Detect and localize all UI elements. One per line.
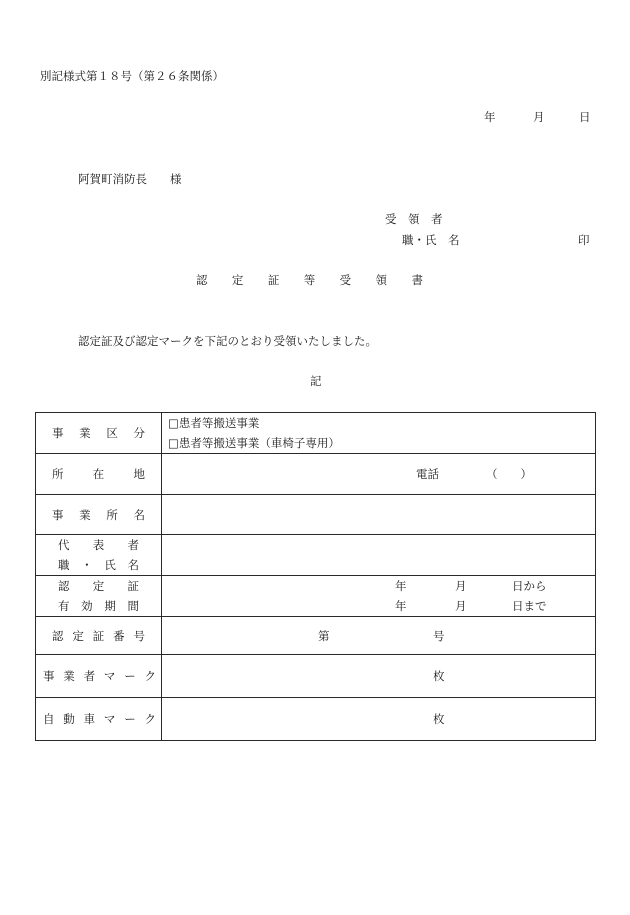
table-row-certificate-number: [36, 616, 595, 654]
business-mark-unit: 枚: [433, 669, 445, 683]
table-row-representative: [36, 534, 595, 575]
table-row-vehicle-mark: [36, 697, 595, 740]
date-month-label: 月: [533, 110, 545, 124]
label-cell: [36, 698, 162, 740]
seal-mark: 印: [578, 233, 590, 247]
table-row-business-type: [36, 413, 595, 453]
phone-parentheses: （ ）: [486, 467, 532, 481]
label-cell: [36, 655, 162, 697]
table-row-business-mark: [36, 654, 595, 697]
business-type-option: □患者等搬送事業: [168, 416, 260, 430]
business-mark-label: 事 業 者 マ ー ク: [43, 669, 156, 683]
date-day-label: 日: [579, 110, 591, 124]
valid-from-year-label: 年: [395, 579, 407, 593]
certificate-label: 認 定 証: [58, 579, 139, 593]
value-cell: [162, 655, 595, 697]
certificate-number-label: 認 定 証 番 号: [52, 628, 145, 643]
business-type-label: 事 業 区 分: [52, 426, 145, 440]
label-cell: [36, 617, 162, 654]
vehicle-mark-unit: 枚: [433, 712, 445, 726]
office-name-label: 事 業 所 名: [52, 507, 145, 522]
value-cell: [162, 617, 595, 654]
form-number: 別記様式第１８号（第２６条関係）: [40, 69, 224, 83]
valid-to-day-label: 日まで: [512, 599, 547, 613]
value-cell: [162, 413, 595, 453]
label-cell: [36, 535, 162, 575]
document-title: 認 定 証 等 受 領 書: [196, 273, 423, 287]
value-cell: [162, 535, 595, 575]
vehicle-mark-label: 自 動 車 マ ー ク: [43, 712, 156, 726]
recipient-name-label: 職・氏 名: [402, 233, 460, 247]
valid-to-month-label: 月: [455, 599, 467, 613]
table-row-validity: [36, 575, 595, 616]
validity-period-label: 有 効 期 間: [58, 599, 139, 613]
value-cell: [162, 454, 595, 494]
valid-from-month-label: 月: [455, 579, 467, 593]
value-cell: [162, 698, 595, 740]
body-text: 認定証及び認定マークを下記のとおり受領いたしました。: [78, 334, 377, 348]
value-cell: [162, 495, 595, 534]
business-type-options: [168, 413, 340, 453]
location-label: 所 在 地: [52, 467, 145, 481]
valid-from-day-label: 日から: [512, 579, 547, 593]
label-cell: [36, 495, 162, 534]
label-cell: [36, 576, 162, 616]
recipient-title: 受 領 者: [385, 212, 443, 226]
value-cell: [162, 576, 595, 616]
addressee: 阿賀町消防長 様: [78, 172, 182, 186]
representative-name-label: 職 ・ 氏 名: [58, 558, 139, 572]
table-row-office-name: [36, 494, 595, 534]
certificate-number-suffix: 号: [433, 628, 445, 643]
valid-to-year-label: 年: [395, 599, 407, 613]
receipt-table: [35, 412, 596, 741]
business-type-option: □患者等搬送事業（車椅子専用）: [168, 436, 340, 450]
date-year-label: 年: [484, 110, 496, 124]
label-cell: [36, 454, 162, 494]
representative-label: 代 表 者: [58, 538, 139, 552]
note-heading: 記: [310, 374, 322, 388]
phone-label: 電話: [416, 467, 439, 481]
certificate-number-prefix: 第: [318, 628, 330, 643]
label-cell: [36, 413, 162, 453]
table-row-location: [36, 453, 595, 494]
